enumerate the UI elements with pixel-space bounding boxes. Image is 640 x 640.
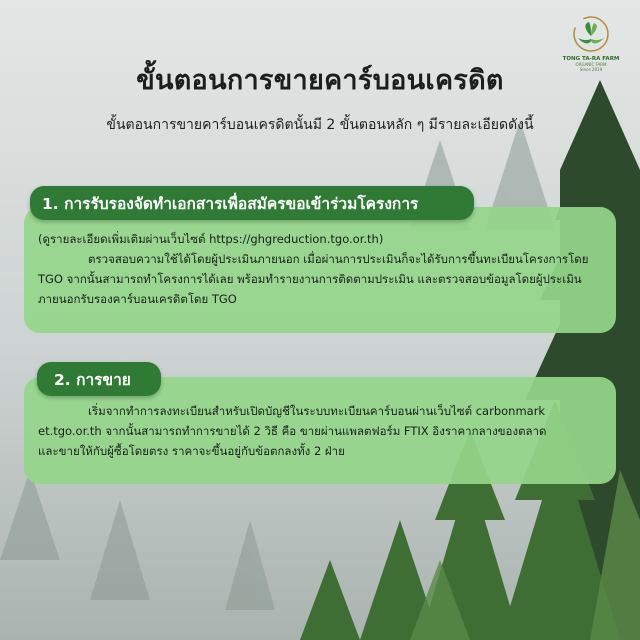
page-subtitle: ขั้นตอนการขายคาร์บอนเครดิตนั้นมี 2 ขั้นตอนหลัก ๆ มีรายละเอียดดังนี้ [106,117,534,133]
step-1-body-line-3: ภายนอกรับรองคาร์บอนเครดิตโดย TGO [38,292,237,306]
logo-name: TONG TA-RA FARM [562,56,620,62]
step-2-body-line-2: et.tgo.or.th จากนั้นสามารถทำการขายได้ 2 วิธี คือ ขายผ่านแพลตฟอร์ม FTIX อิงราคากลางของตลาด [38,424,547,438]
hands-holding-sprout-icon [571,14,611,54]
step-2-body-line-1: เริ่มจากทำการลงทะเบียนสำหรับเปิดบัญชีในระบบทะเบียนคาร์บอนผ่านเว็บไซต์ carbonmark [88,404,546,418]
step-1-content [38,229,602,309]
step-2-body-line-3: และขายให้กับผู้ซื้อโดยตรง ราคาจะขึ้นอยู่กับข้อตกลงทั้ง 2 ฝ่าย [38,444,345,458]
logo-since: Since 2019 [579,67,603,72]
step-1-body-line-2: TGO จากนั้นสามารถทำโครงการได้เลย พร้อมทำรายงานการติดตามประเมิน และตรวจสอบข้อมูลโดยผู้ประเมิน [38,272,582,286]
step-1-body-line-1: ตรวจสอบความใช้ได้โดยผู้ประเมินภายนอก เมื่อผ่านการประเมินก็จะได้รับการขึ้นทะเบียนโครงการโดย [88,252,589,266]
step-1-note: (ดูรายละเอียดเพิ่มเติมผ่านเว็บไซต์ https://ghgreduction.tgo.or.th) [38,232,384,246]
page-title: ขั้นตอนการขายคาร์บอนเครดิต [136,65,504,96]
step-2-content [38,401,602,461]
step-1-card [24,207,616,333]
step-1-heading: 1. การรับรองจัดทำเอกสารเพื่อสมัครขอเข้าร่วมโครงการ [30,186,474,220]
logo-tagline: ORGANIC FARM [575,62,607,67]
step-2-heading: 2. การขาย [37,362,161,396]
